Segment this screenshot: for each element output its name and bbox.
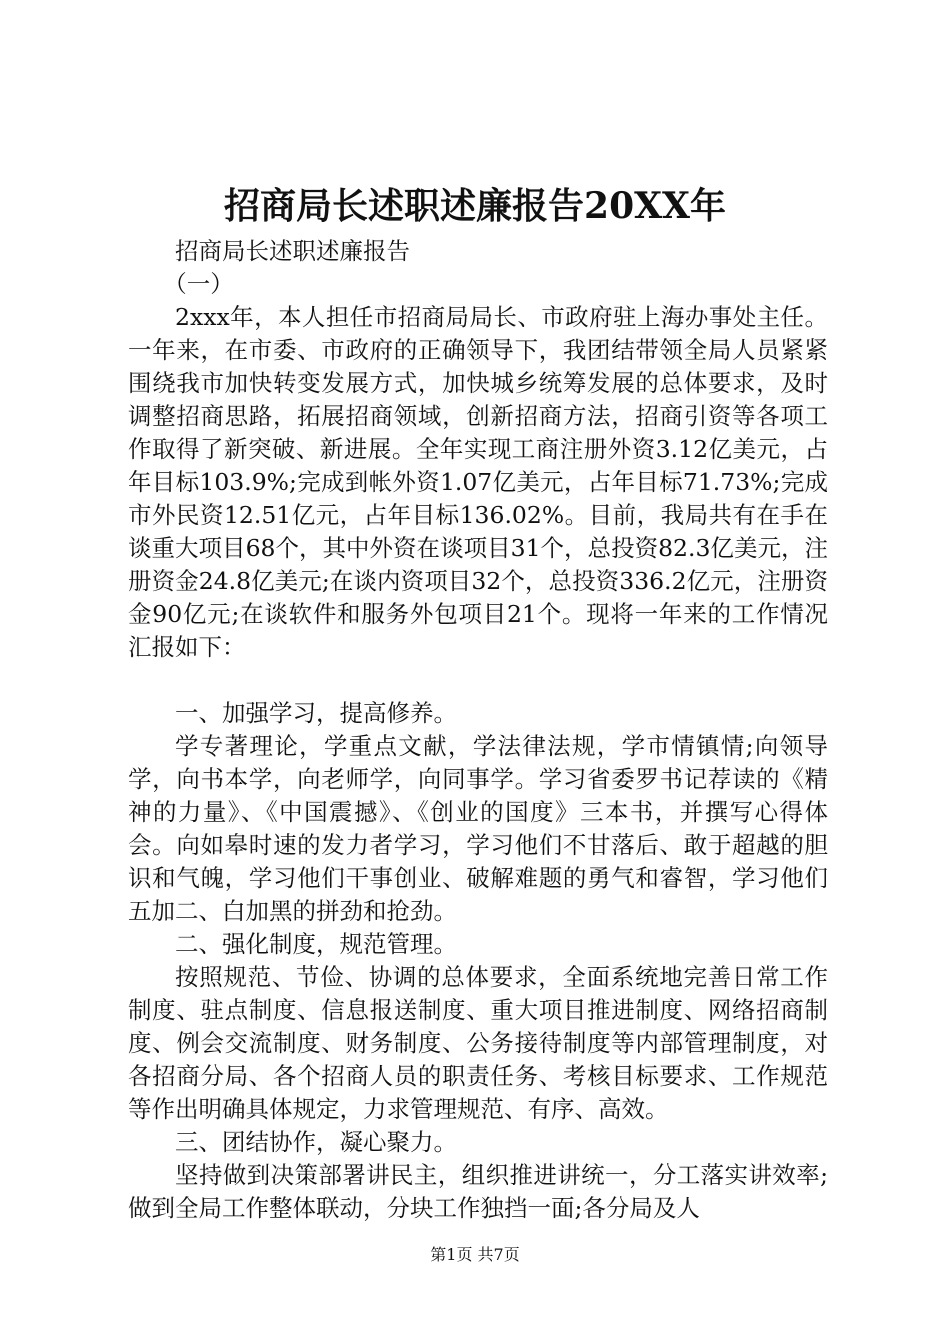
section-heading-2: 二、强化制度，规范管理。: [175, 930, 457, 958]
part-marker: （一）: [163, 270, 234, 298]
document-title: 招商局长述职述廉报告20XX年: [224, 185, 726, 227]
section-heading-3: 三、团结协作，凝心聚力。: [175, 1128, 457, 1156]
section-body-2: 按照规范、节俭、协调的总体要求，全面系统地完善日常工作制度、驻点制度、信息报送制度、重大项目推进制度、网络招商制度、例会交流制度、财务制度、公务接待制度等内部管理制度，对各招商分局、各个招商人员的职责任务、考核目标要求、工作规范等作出明确具体规定，力求管理规范、有序、高效。: [128, 963, 828, 1123]
paragraph-gap: [128, 664, 828, 697]
section-body-1: 学专著理论，学重点文献，学法律法规，学市情镇情;向领导学，向书本学，向老师学，向同事学。学习省委罗书记荐读的《精神的力量》、《中国震撼》、《创业的国度》三本书，并撰写心得体会。向如皋时速的发力者学习，学习他们不甘落后、敢于超越的胆识和气魄，学习他们干事创业、破解难题的勇气和睿智，学习他们五加二、白加黑的拼劲和抢劲。: [128, 732, 828, 925]
section-body-3: 坚持做到决策部署讲民主，组织推进讲统一，分工落实讲效率;做到全局工作整体联动，分块工作独挡一面;各分局及人: [128, 1161, 828, 1222]
page-footer: 第1页 共7页: [430, 1245, 520, 1264]
intro-paragraph: 2xxx年，本人担任市招商局局长、市政府驻上海办事处主任。一年来，在市委、市政府的正确领导下，我团结带领全局人员紧紧围绕我市加快转变发展方式，加快城乡统筹发展的总体要求，及时调整招商思路，拓展招商领域，创新招商方法，招商引资等各项工作取得了新突破、新进展。全年实现工商注册外资3.12亿美元，占年目标103.9%;完成到帐外资1.07亿美元，占年目标71.73%;完成市外民资12.51亿元，占年目标136.02%。目前，我局共有在手在谈重大项目68个，其中外资在谈项目31个，总投资82.3亿美元，注册资金24.8亿美元;在谈内资项目32个，总投资336.2亿元，注册资金90亿元;在谈软件和服务外包项目21个。现将一年来的工作情况汇报如下：: [128, 303, 828, 661]
document-body: [128, 235, 828, 1225]
document-subtitle: 招商局长述职述廉报告: [175, 237, 410, 265]
section-heading-1: 一、加强学习，提高修养。: [175, 699, 457, 727]
